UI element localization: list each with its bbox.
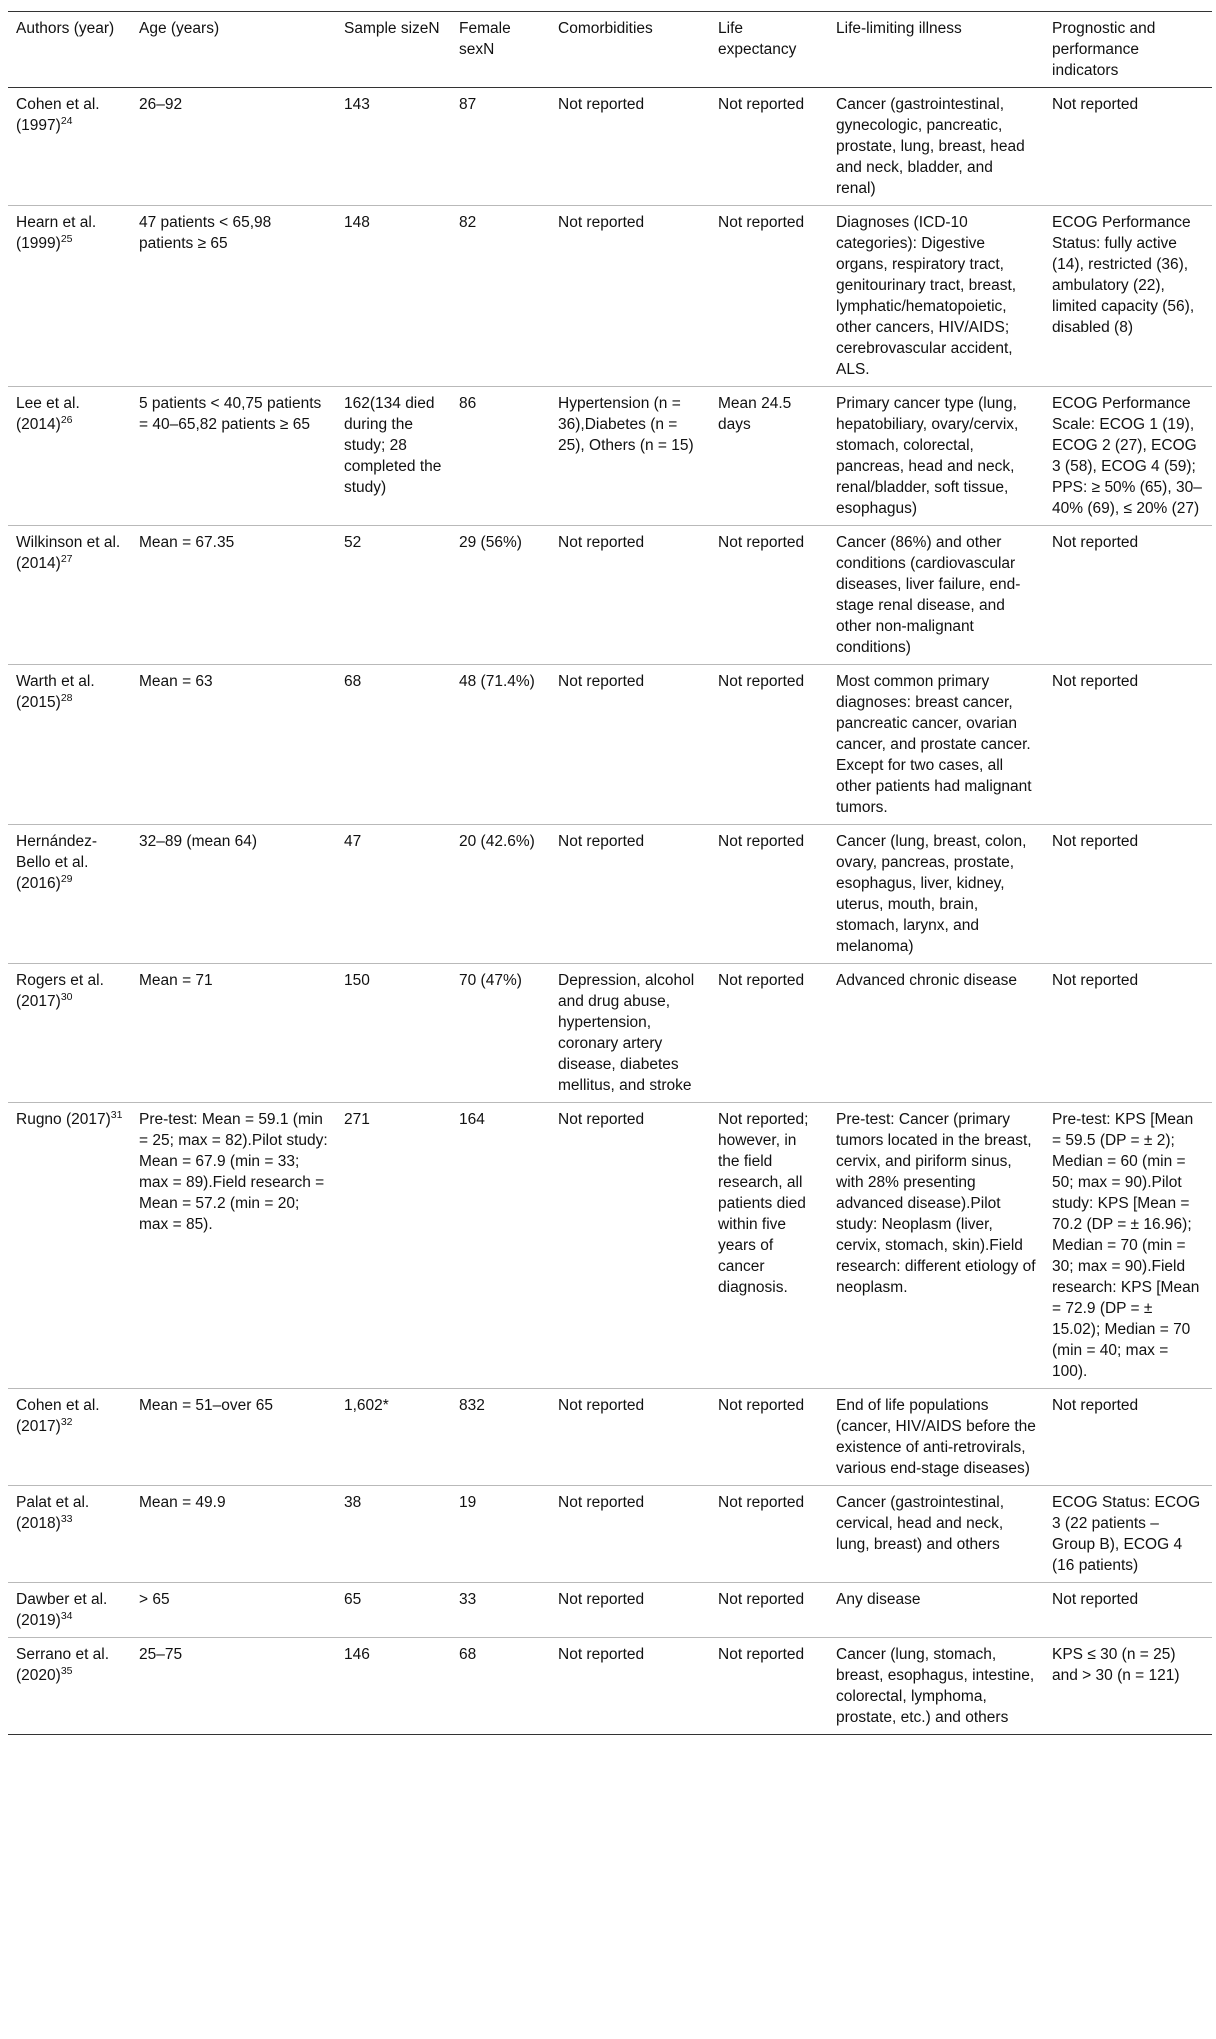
cell-age: 25–75 <box>139 1646 183 1663</box>
table-row <box>8 526 1212 665</box>
cell-comorbidities: Not reported <box>558 1494 645 1511</box>
cell-life-expectancy: Mean 24.5 days <box>718 395 792 433</box>
header-life-expectancy: Life expectancy <box>718 20 797 58</box>
table-row <box>8 1638 1212 1735</box>
reference-number: 30 <box>60 991 73 1003</box>
cell-life-expectancy: Not reported <box>718 1591 805 1608</box>
cell-sample-size: 146 <box>344 1646 370 1663</box>
table-header-row <box>8 12 1212 88</box>
cell-comorbidities: Not reported <box>558 1397 645 1414</box>
cell-indicators: Not reported <box>1052 96 1139 113</box>
cell-indicators: ECOG Status: ECOG 3 (22 patients – Group B), ECOG 4 (16 patients) <box>1052 1494 1201 1574</box>
cell-comorbidities: Depression, alcohol and drug abuse, hypertension, coronary artery disease, diabetes mellitus, and stroke <box>558 972 695 1094</box>
cell-comorbidities: Not reported <box>558 214 645 231</box>
reference-number: 27 <box>60 553 73 565</box>
cell-author <box>8 1103 131 1389</box>
cell-female-sex: 70 (47%) <box>459 972 522 989</box>
cell-indicators: Not reported <box>1052 1591 1139 1608</box>
cell-indicators: Not reported <box>1052 1397 1139 1414</box>
cell-illness: Advanced chronic disease <box>836 972 1017 989</box>
cell-comorbidities: Not reported <box>558 1591 645 1608</box>
author-text: Hernández-Bello et al. (2016) <box>16 833 97 892</box>
table-row <box>8 206 1212 387</box>
cell-illness: Most common primary diagnoses: breast cancer, pancreatic cancer, ovarian cancer, and prostate cancer. Except for two cases, all other patients had malignant tumors. <box>836 673 1032 816</box>
author-text: Lee et al. (2014) <box>16 395 80 433</box>
cell-author <box>8 206 131 387</box>
cell-age: Mean = 67.35 <box>139 534 235 551</box>
cell-female-sex: 29 (56%) <box>459 534 522 551</box>
reference-number: 33 <box>60 1513 73 1525</box>
cell-female-sex: 82 <box>459 214 477 231</box>
cell-indicators: Not reported <box>1052 673 1139 690</box>
cell-author <box>8 1486 131 1583</box>
cell-comorbidities: Not reported <box>558 534 645 551</box>
header-life-limiting-illness: Life-limiting illness <box>836 20 962 37</box>
author-text: Serrano et al. (2020) <box>16 1646 110 1684</box>
table-row <box>8 1103 1212 1389</box>
cell-author <box>8 964 131 1103</box>
cell-illness: Cancer (lung, stomach, breast, esophagus, intestine, colorectal, lymphoma, prostate, etc.) and others <box>836 1646 1035 1726</box>
cell-sample-size: 143 <box>344 96 370 113</box>
cell-age: 32–89 (mean 64) <box>139 833 258 850</box>
cell-author <box>8 88 131 206</box>
cell-author <box>8 1583 131 1638</box>
cell-life-expectancy: Not reported <box>718 1646 805 1663</box>
table-row <box>8 825 1212 964</box>
cell-life-expectancy: Not reported <box>718 972 805 989</box>
cell-sample-size: 68 <box>344 673 362 690</box>
cell-life-expectancy: Not reported <box>718 1397 805 1414</box>
header-comorbidities: Comorbidities <box>558 20 653 37</box>
cell-life-expectancy: Not reported; however, in the field research, all patients died within five years of cancer diagnosis. <box>718 1111 809 1296</box>
cell-indicators: Not reported <box>1052 534 1139 551</box>
cell-female-sex: 68 <box>459 1646 477 1663</box>
cell-age: Mean = 51–over 65 <box>139 1397 273 1414</box>
cell-sample-size: 148 <box>344 214 370 231</box>
cell-sample-size: 1,602* <box>344 1397 389 1414</box>
cell-age: Mean = 63 <box>139 673 213 690</box>
cell-female-sex: 832 <box>459 1397 485 1414</box>
table-row <box>8 1486 1212 1583</box>
cell-illness: End of life populations (cancer, HIV/AIDS before the existence of anti-retrovirals, various end-stage diseases) <box>836 1397 1036 1477</box>
cell-age: 47 patients < 65,98 patients ≥ 65 <box>139 214 272 252</box>
cell-life-expectancy: Not reported <box>718 96 805 113</box>
cell-female-sex: 86 <box>459 395 477 412</box>
cell-illness: Any disease <box>836 1591 921 1608</box>
cell-author <box>8 387 131 526</box>
cell-sample-size: 65 <box>344 1591 362 1608</box>
header-authors: Authors (year) <box>16 20 115 37</box>
cell-life-expectancy: Not reported <box>718 214 805 231</box>
cell-illness: Cancer (lung, breast, colon, ovary, pancreas, prostate, esophagus, liver, kidney, uterus, mouth, brain, stomach, larynx, and melanoma) <box>836 833 1027 955</box>
reference-number: 34 <box>60 1610 73 1622</box>
header-age: Age (years) <box>139 20 220 37</box>
cell-comorbidities: Not reported <box>558 833 645 850</box>
cell-comorbidities: Hypertension (n = 36),Diabetes (n = 25), Others (n = 15) <box>558 395 694 454</box>
reference-number: 25 <box>60 233 73 245</box>
cell-sample-size: 52 <box>344 534 362 551</box>
cell-author <box>8 1638 131 1735</box>
reference-number: 29 <box>60 873 73 885</box>
cell-author <box>8 1389 131 1486</box>
author-text: Dawber et al. (2019) <box>16 1591 108 1629</box>
cell-age: Pre-test: Mean = 59.1 (min = 25; max = 82).Pilot study: Mean = 67.9 (min = 33; max = 89).Field research = Mean = 57.2 (min = 20; max = 85). <box>139 1111 328 1233</box>
table-row <box>8 1389 1212 1486</box>
reference-number: 28 <box>60 692 73 704</box>
cell-age: 26–92 <box>139 96 183 113</box>
cell-life-expectancy: Not reported <box>718 534 805 551</box>
table-row <box>8 387 1212 526</box>
cell-indicators: ECOG Performance Scale: ECOG 1 (19), ECOG 2 (27), ECOG 3 (58), ECOG 4 (59); PPS: ≥ 50% (65), 30–40% (69), ≤ 20% (27) <box>1052 395 1202 517</box>
reference-number: 24 <box>60 115 73 127</box>
author-text: Warth et al. (2015) <box>16 673 95 711</box>
cell-author <box>8 825 131 964</box>
cell-author <box>8 526 131 665</box>
cell-sample-size: 150 <box>344 972 370 989</box>
cell-female-sex: 164 <box>459 1111 485 1128</box>
cell-sample-size: 271 <box>344 1111 370 1128</box>
author-text: Cohen et al. (2017) <box>16 1397 100 1435</box>
cell-sample-size: 38 <box>344 1494 362 1511</box>
cell-illness: Diagnoses (ICD-10 categories): Digestive organs, respiratory tract, genitourinary tract, breast, lymphatic/hematopoietic, other cancers, HIV/AIDS; cerebrovascular accident, ALS. <box>836 214 1017 378</box>
cell-life-expectancy: Not reported <box>718 833 805 850</box>
cell-indicators: KPS ≤ 30 (n = 25) and > 30 (n = 121) <box>1052 1646 1180 1684</box>
study-characteristics-table <box>8 11 1212 1735</box>
table-row <box>8 88 1212 206</box>
author-text: Cohen et al. (1997) <box>16 96 100 134</box>
author-text: Wilkinson et al. (2014) <box>16 534 121 572</box>
author-text: Hearn et al. (1999) <box>16 214 97 252</box>
reference-number: 26 <box>60 414 73 426</box>
cell-indicators: Not reported <box>1052 833 1139 850</box>
cell-sample-size: 162(134 died during the study; 28 completed the study) <box>344 395 442 496</box>
cell-comorbidities: Not reported <box>558 673 645 690</box>
cell-illness: Cancer (86%) and other conditions (cardiovascular diseases, liver failure, end-stage renal disease, and other non-malignant conditions) <box>836 534 1021 656</box>
header-prognostic-indicators: Prognostic and performance indicators <box>1052 20 1156 79</box>
cell-comorbidities: Not reported <box>558 1111 645 1128</box>
cell-life-expectancy: Not reported <box>718 1494 805 1511</box>
cell-indicators: ECOG Performance Status: fully active (14), restricted (36), ambulatory (22), limited capacity (56), disabled (8) <box>1052 214 1195 336</box>
author-text: Rugno (2017) <box>16 1111 111 1128</box>
cell-author <box>8 665 131 825</box>
reference-number: 32 <box>60 1416 73 1428</box>
table-row <box>8 665 1212 825</box>
cell-female-sex: 20 (42.6%) <box>459 833 535 850</box>
cell-female-sex: 33 <box>459 1591 477 1608</box>
cell-female-sex: 19 <box>459 1494 477 1511</box>
cell-age: > 65 <box>139 1591 170 1608</box>
cell-indicators: Not reported <box>1052 972 1139 989</box>
cell-comorbidities: Not reported <box>558 96 645 113</box>
cell-illness: Cancer (gastrointestinal, cervical, head and neck, lung, breast) and others <box>836 1494 1004 1553</box>
table-row <box>8 1583 1212 1638</box>
header-female-sex: Female sexN <box>459 20 511 58</box>
study-characteristics-table-container <box>8 11 1212 1735</box>
author-text: Palat et al. (2018) <box>16 1494 90 1532</box>
reference-number: 35 <box>60 1665 73 1677</box>
author-text: Rogers et al. (2017) <box>16 972 104 1010</box>
table-row <box>8 964 1212 1103</box>
cell-female-sex: 48 (71.4%) <box>459 673 535 690</box>
cell-comorbidities: Not reported <box>558 1646 645 1663</box>
cell-illness: Pre-test: Cancer (primary tumors located in the breast, cervix, and piriform sinus, with 28% presenting advanced disease).Pilot study: Neoplasm (liver, cervix, stomach, skin).Field research: different etiology of neoplasm. <box>836 1111 1036 1296</box>
cell-age: 5 patients < 40,75 patients = 40–65,82 patients ≥ 65 <box>139 395 322 433</box>
cell-illness: Cancer (gastrointestinal, gynecologic, pancreatic, prostate, lung, breast, head and neck, bladder, and renal) <box>836 96 1025 197</box>
cell-female-sex: 87 <box>459 96 477 113</box>
reference-number: 31 <box>110 1109 123 1121</box>
cell-indicators: Pre-test: KPS [Mean = 59.5 (DP = ± 2); Median = 60 (min = 50; max = 90).Pilot study: KPS [Mean = 70.2 (DP = ± 16.96); Median = 70 (min = 30; max = 90).Field research: KPS [Mean = 72.9 (DP = ± 15.02); Median = 70 (min = 40; max = 100). <box>1052 1111 1200 1380</box>
cell-age: Mean = 49.9 <box>139 1494 226 1511</box>
header-sample-size: Sample sizeN <box>344 20 440 37</box>
cell-age: Mean = 71 <box>139 972 213 989</box>
cell-life-expectancy: Not reported <box>718 673 805 690</box>
cell-sample-size: 47 <box>344 833 362 850</box>
cell-illness: Primary cancer type (lung, hepatobiliary, ovary/cervix, stomach, colorectal, pancreas, head and neck, renal/bladder, soft tissue, esophagus) <box>836 395 1019 517</box>
